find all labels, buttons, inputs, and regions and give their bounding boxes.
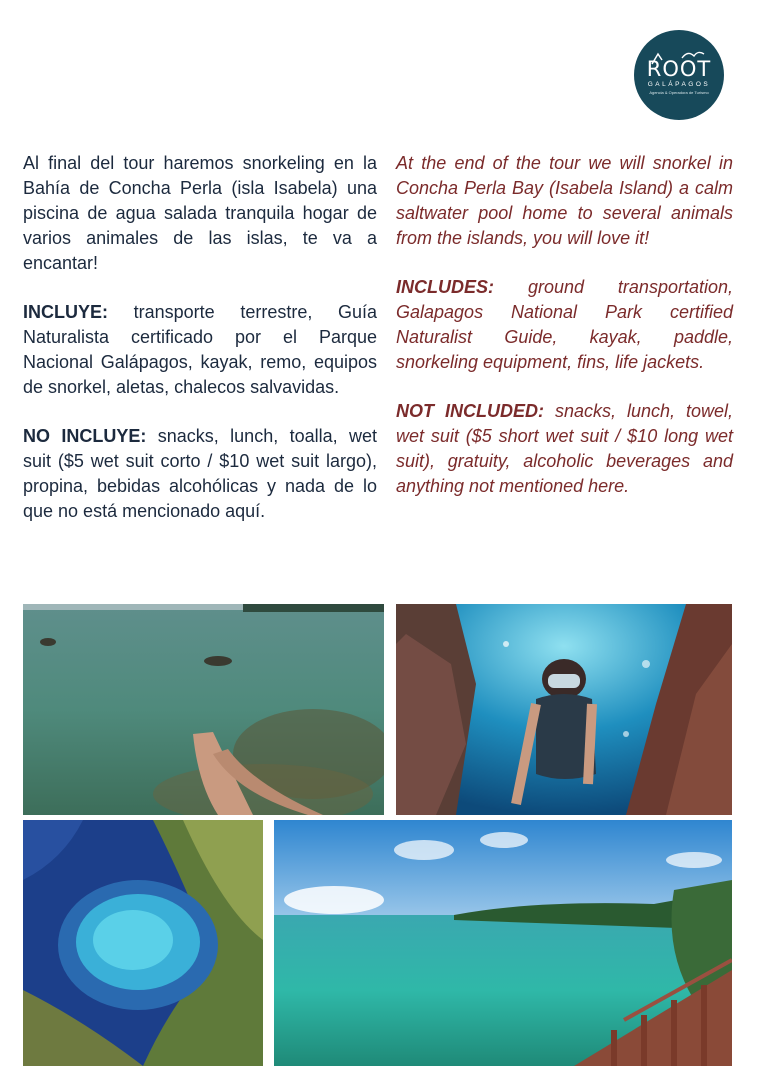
english-not-included-label: NOT INCLUDED: — [396, 401, 544, 421]
photo-aerial-lagoon — [23, 820, 263, 1066]
spanish-includes-label: INCLUYE: — [23, 302, 108, 322]
photo-sea-lion-bay — [23, 604, 384, 815]
logo-word: ROOT — [646, 57, 712, 81]
photo-turquoise-bay — [274, 820, 732, 1066]
spanish-includes-text: transporte terrestre, Guía Naturalista certificado por el Parque Nacional Galápagos, kayak, remo, equipos de snorkel, aletas, chalecos salvavidas. — [23, 302, 377, 397]
spanish-not-included-label: NO INCLUYE: — [23, 426, 147, 446]
spanish-not-included-text: snacks, lunch, toalla, wet suit ($5 wet suit corto / $10 wet suit largo), propina, bebidas alcohólicas y nada de lo que no está mencionado aquí. — [23, 426, 378, 521]
logo-tagline: Agencia & Operadora de Turismo — [649, 90, 709, 95]
english-not-included — [396, 399, 733, 499]
spanish-intro: Al final del tour haremos snorkeling en la Bahía de Concha Perla (isla Isabela) una piscina de agua salada tranquila hogar de varios animales de las islas, te va a encantar! — [23, 153, 377, 273]
root-galapagos-logo — [634, 30, 724, 120]
photo-snorkeler-underwater — [396, 604, 732, 815]
spanish-not-included — [23, 424, 377, 524]
english-includes-label: INCLUDES: — [396, 277, 494, 297]
english-not-included-text: snacks, lunch, towel, wet suit ($5 short wet suit / $10 long wet suit), gratuity, alcoholic beverages and anything not mentioned here. — [396, 401, 733, 496]
spanish-includes — [23, 300, 377, 400]
english-includes — [396, 275, 733, 375]
logo-subtitle: GALÁPAGOS — [647, 81, 711, 88]
english-intro: At the end of the tour we will snorkel in Concha Perla Bay (Isabela Island) a calm saltwater pool home to several animals from the islands, you will love it! — [396, 153, 733, 248]
spanish-column — [23, 150, 377, 548]
english-column — [396, 150, 733, 523]
english-includes-text: ground transportation, Galapagos National Park certified Naturalist Guide, kayak, paddle, snorkeling equipment, fins, life jackets. — [396, 277, 733, 372]
